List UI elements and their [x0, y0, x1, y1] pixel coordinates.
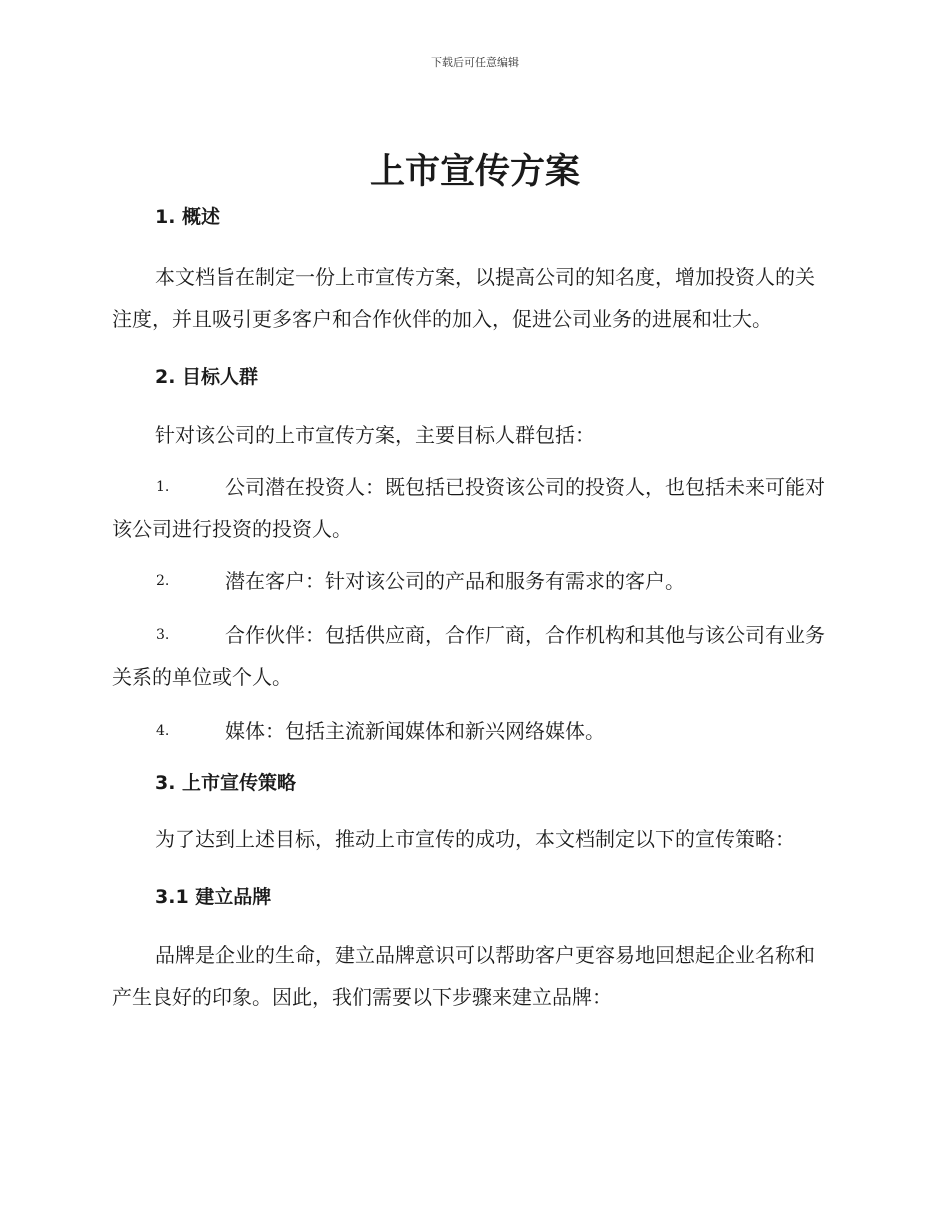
- section-heading-audience: 2. 目标人群: [155, 366, 259, 388]
- list-item: [112, 614, 834, 698]
- brand-paragraph: 品牌是企业的生命，建立品牌意识可以帮助客户更容易地回想起企业名称和产生良好的印象。因此，我们需要以下步骤来建立品牌：: [112, 943, 815, 1009]
- section-heading-strategy: 3. 上市宣传策略: [155, 772, 297, 794]
- list-item-number: 4.: [156, 723, 170, 739]
- list-item-text: 合作伙伴：包括供应商，合作厂商，合作机构和其他与该公司有业务关系的单位或个人。: [112, 623, 825, 689]
- document-body: [112, 202, 834, 1018]
- section-heading-overview: 1. 概述: [155, 206, 221, 228]
- list-item-number: 2.: [156, 573, 170, 589]
- section-heading-brand: 3.1 建立品牌: [155, 886, 272, 908]
- list-item: [112, 466, 834, 550]
- list-item-text: 公司潜在投资人：既包括已投资该公司的投资人，也包括未来可能对该公司进行投资的投资人。: [112, 475, 825, 541]
- list-item-text: 潜在客户：针对该公司的产品和服务有需求的客户。: [225, 569, 685, 593]
- list-item-text: 媒体：包括主流新闻媒体和新兴网络媒体。: [225, 719, 605, 743]
- strategy-paragraph: 为了达到上述目标，推动上市宣传的成功，本文档制定以下的宣传策略：: [155, 827, 795, 851]
- list-item-number: 1.: [156, 479, 170, 495]
- header-note: 下载后可任意编辑: [431, 56, 519, 69]
- list-item: [112, 710, 834, 752]
- page-title: 上市宣传方案: [369, 152, 580, 192]
- list-item-number: 3.: [156, 627, 170, 643]
- audience-intro: 针对该公司的上市宣传方案，主要目标人群包括：: [155, 423, 595, 447]
- list-item: [112, 560, 834, 602]
- overview-paragraph: 本文档旨在制定一份上市宣传方案，以提高公司的知名度，增加投资人的关注度，并且吸引更多客户和合作伙伴的加入，促进公司业务的进展和壮大。: [112, 265, 815, 331]
